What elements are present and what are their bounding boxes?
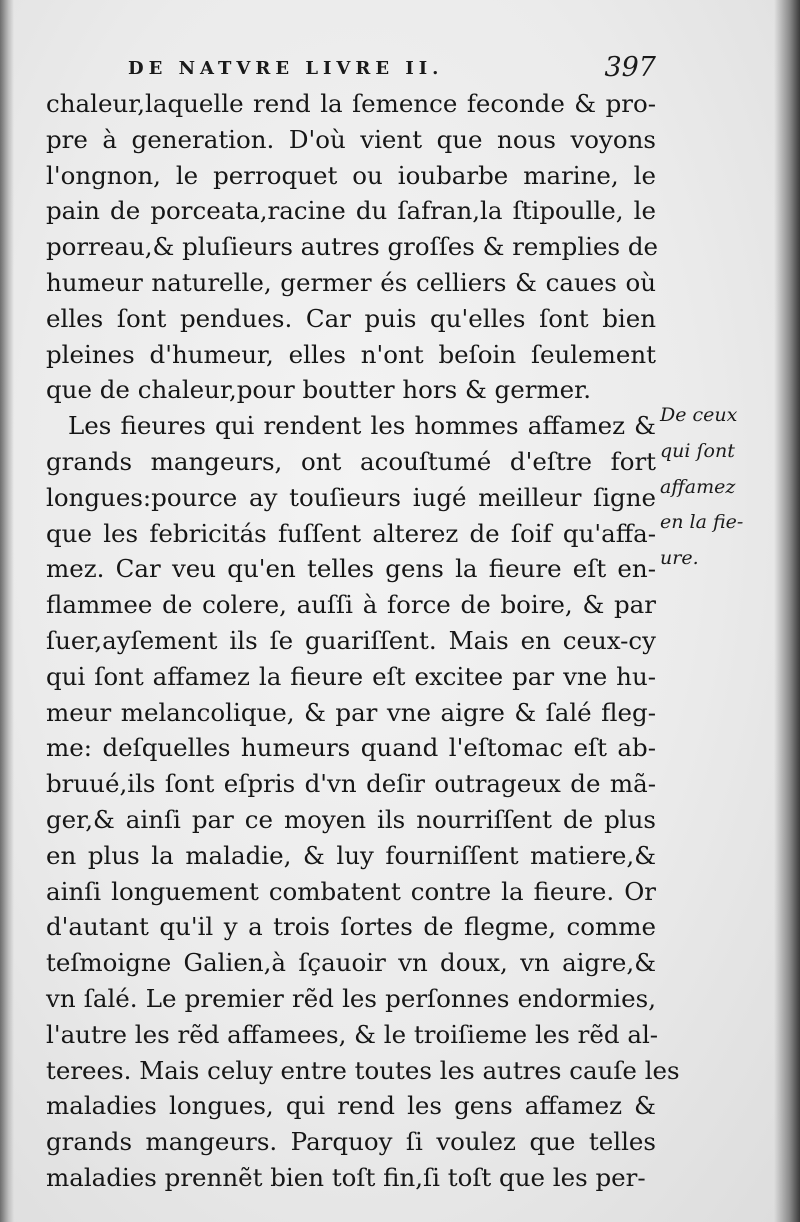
text-line: qui ſont affamez la fieure eſt excitee par vne hu- [46,661,656,691]
text-line: me: deſquelles humeurs quand l'eſtomac eſt ab- [46,733,656,763]
text-line: grands mangeurs, ont acouſtumé d'eſtre fort [46,446,656,476]
text-line: que de chaleur,pour boutter hors & germer. [46,375,591,405]
margin-note-line: affamez [660,475,736,498]
text-line: chaleur,laquelle rend la ſemence feconde & pro- [46,89,656,118]
text-line: maladies longues, qui rend les gens affamez & [46,1091,656,1121]
text-line: flammee de colere, auſſi à force de boire, & par [46,590,656,620]
text-line: terees. Mais celuy entre toutes les autres cauſe les [46,1055,680,1085]
text-line: teſmoigne Galien,à ſçauoir vn doux, vn aigre,& [46,948,656,978]
text-line: ger,& ainſi par ce moyen ils nourriſſent de plus [46,804,656,834]
text-line: que les febricitás fuſſent alterez de ſoif qu'affa- [46,518,656,548]
text-line: grands mangeurs. Parquoy ſi voulez que telles [46,1127,656,1157]
text-line: en plus la maladie, & luy fourniſſent matiere,& [46,840,656,870]
page-header [128,52,656,86]
text-line: bruué,ils ſont eſpris d'vn deſir outrageux de mã- [46,769,656,799]
text-line: mez. Car veu qu'en telles gens la fieure eſt en- [46,554,656,584]
text-line: vn ſalé. Le premier rẽd les perſonnes endormies, [46,983,656,1013]
text-line: l'autre les rẽd affamees, & le troiſieme les rẽd al- [46,1019,659,1049]
text-line: longues:pource ay touſieurs iugé meilleur ſigne [46,482,656,512]
text-line: ſuer,ayſement ils ſe guariſſent. Mais en ceux-cy [46,625,656,655]
text-line: Les fieures qui rendent les hommes affamez & [68,411,656,441]
text-line: pleines d'humeur, elles n'ont beſoin ſeulement [46,339,656,369]
page-number: 397 [604,52,656,83]
margin-note-line: qui ſont [660,439,735,462]
page-edge [774,0,800,1222]
margin-note-line: De ceux [660,404,738,426]
text-line: d'autant qu'il y a trois ſortes de flegme, comme [46,912,656,942]
text-line: meur melancolique, & par vne aigre & ſalé fleg- [46,697,656,727]
body-text [46,86,680,1196]
text-line: porreau,& pluſieurs autres groſſes & remplies de [46,232,659,262]
margin-note-line: ure. [660,547,699,570]
text-line: l'ongnon, le perroquet ou ioubarbe marine, le [46,160,656,190]
text-line: elles ſont pendues. Car puis qu'elles ſont bien [46,303,656,333]
margin-note [660,398,790,577]
text-line: ainſi longuement combatent contre la fieure. Or [46,876,656,906]
text-line: pre à generation. D'où vient que nous voyons [46,124,656,154]
gutter-shadow [0,0,14,1222]
running-head: DE NATVRE LIVRE II. [128,58,444,79]
text-line: maladies prennẽt bien toſt fin,ſi toſt que les per- [46,1162,646,1192]
text-line: pain de porceata,racine du ſafran,la ſtipoulle, le [46,196,656,226]
text-line: humeur naturelle, germer és celliers & caues où [46,267,656,297]
margin-note-line: en la fie- [660,511,744,534]
